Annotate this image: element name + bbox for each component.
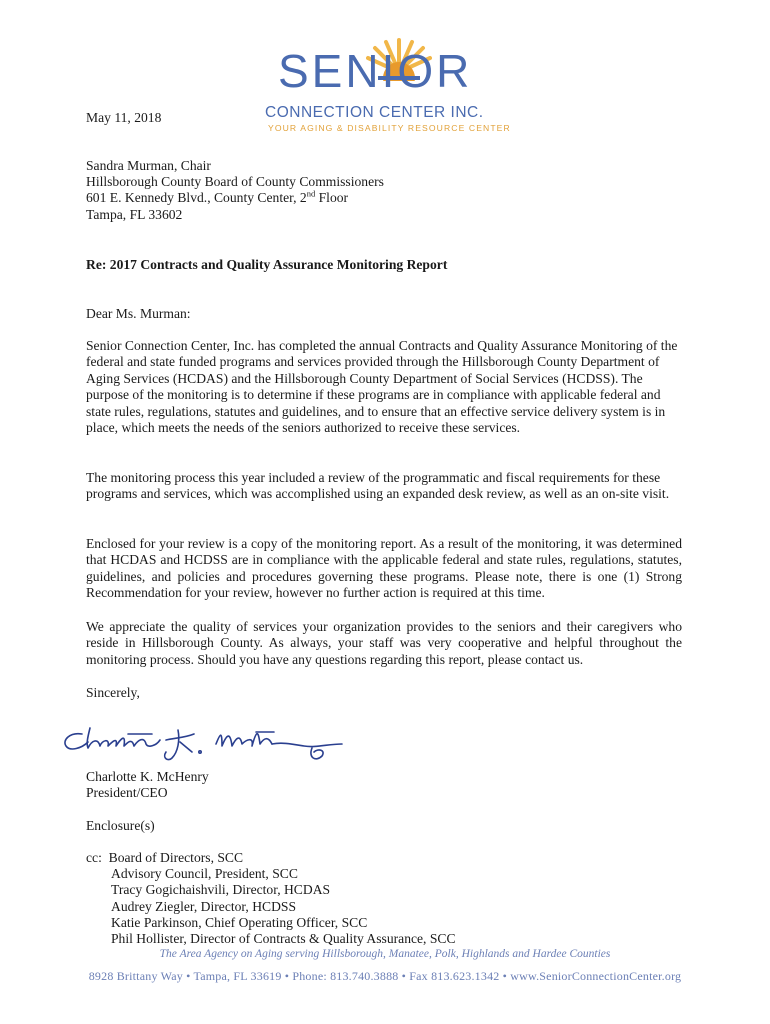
cc-row-1 [86,850,456,866]
logo-tagline: YOUR AGING & DISABILITY RESOURCE CENTER [268,123,511,133]
enclosure-note: Enclosure(s) [86,818,155,833]
cc-row-4 [86,899,456,915]
signer-block [86,769,209,801]
logo-subtitle: CONNECTION CENTER INC. [265,104,484,121]
letter-date: May 11, 2018 [86,110,162,125]
salutation: Dear Ms. Murman: [86,306,191,321]
signer-name: Charlotte K. McHenry [86,769,209,784]
closing: Sincerely, [86,685,140,700]
recipient-address [86,158,384,223]
body-paragraph-2: The monitoring process this year included a review of the programmatic and fiscal requirements for these programs and services, which was accomplished using an expanded desk review, as well as an on-site visit. [86,470,670,502]
body-paragraph-4: We appreciate the quality of services your organization provides to the seniors and their caregivers who reside in Hillsborough County. As always, your staff was very cooperative and helpful throughout the monitoring process. Should you have any questions regarding this report, please contact us. [86,619,682,667]
cc-item: Advisory Council, President, SCC [111,866,298,882]
subject-line: Re: 2017 Contracts and Quality Assurance Monitoring Report [86,257,448,272]
recipient-line-3-main: 601 E. Kennedy Blvd., County Center, 2 [86,190,307,206]
footer-address: 8928 Brittany Way • Tampa, FL 33619 • Phone: 813.740.3888 • Fax 813.623.1342 • www.SeniorConnectionCenter.org [88,969,682,983]
cc-label: cc: [86,850,102,865]
cc-item: Phil Hollister, Director of Contracts & Quality Assurance, SCC [111,930,456,946]
cc-item: Board of Directors, SCC [108,850,244,865]
body-paragraph-3: Enclosed for your review is a copy of the monitoring report. As a result of the monitoring, it was determined that HCDAS and HCDSS are in compliance with the applicable federal and state rules, regulations, statutes, guidelines, and policies and procedures governing these programs. Please note, there is one (1) Strong Recommendation for your review, however no further action is required at this time. [86,536,682,601]
recipient-line-2: Hillsborough County Board of County Commissioners [86,174,384,190]
recipient-line-3-end: Floor [315,190,349,206]
handwritten-signature [60,718,350,776]
footer-tagline: The Area Agency on Aging serving Hillsborough, Manatee, Polk, Highlands and Hardee Counties [159,948,611,960]
recipient-line-1: Sandra Murman, Chair [86,158,211,173]
cc-row-5 [86,915,456,931]
body-paragraph-1: Senior Connection Center, Inc. has completed the annual Contracts and Quality Assurance Monitoring of the federal and state funded programs and services provided through the Hillsborough County Department of Aging Services (HCDAS) and the Hillsborough County Department of Social Services (HCDSS). The purpose of the monitoring is to determine if these programs are in compliance with applicable federal and state rules, regulations, statutes and guidelines, and to ensure that an effective service delivery system is in place, which meets the needs of the seniors authorized to receive these services. [86,338,678,436]
cc-item: Audrey Ziegler, Director, HCDSS [111,898,297,914]
ordinal-suffix: nd [306,188,316,199]
recipient-line-4: Tampa, FL 33602 [86,206,183,222]
cc-list [86,850,456,947]
signer-title: President/CEO [86,785,168,801]
cc-row-2 [86,866,456,882]
cc-row-3 [86,882,456,898]
cc-row-6 [86,931,456,947]
logo-name: SENIOR [278,45,473,97]
cc-item: Katie Parkinson, Chief Operating Officer, SCC [111,914,368,930]
cc-item: Tracy Gogichaishvili, Director, HCDAS [111,882,331,898]
recipient-line-3 [86,190,384,206]
